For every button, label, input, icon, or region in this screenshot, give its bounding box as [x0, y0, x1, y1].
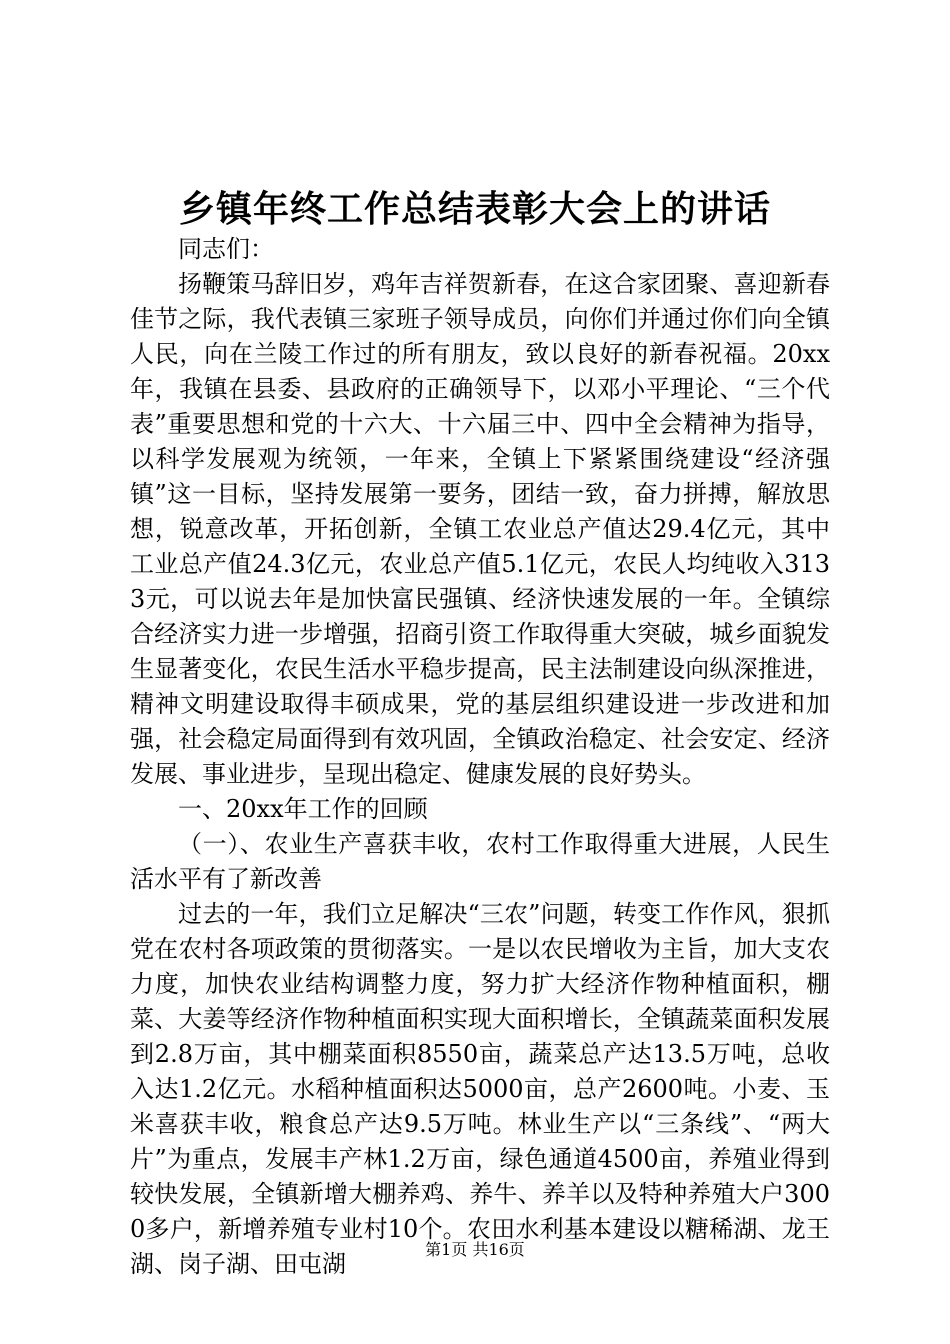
body-paragraph: 过去的一年，我们立足解决“三农”问题，转变工作作风，狠抓党在农村各项政策的贯彻落实。一是以农民增收为主旨，加大支农力度，加快农业结构调整力度，努力扩大经济作物种植面积，棚菜、大姜等经济作物种植面积实现大面积增长，全镇蔬菜面积发展到2.8万亩，其中棚菜面积8550亩，蔬菜总产达13.5万吨，总收入达1.2亿元。水稻种植面积达5000亩，总产2600吨。小麦、玉米喜获丰收，粮食总产达9.5万吨。林业生产以“三条线”、“两大片”为重点，发展丰产林1.2万亩，绿色通道4500亩，养殖业得到较快发展，全镇新增大棚养鸡、养牛、养羊以及特种养殖大户3000多户，新增养殖专业村10个。农田水利基本建设以糖稀湖、龙王湖、岗子湖、田屯湖: [130, 900, 830, 1278]
section-heading: 一、20xx年工作的回顾: [178, 795, 428, 823]
salutation: 同志们：: [178, 235, 274, 263]
body-paragraph: 扬鞭策马辞旧岁，鸡年吉祥贺新春，在这合家团聚、喜迎新春佳节之际，我代表镇三家班子领导成员，向你们并通过你们向全镇人民，向在兰陵工作过的所有朋友，致以良好的新春祝福。20xx年，我镇在县委、县政府的正确领导下，以邓小平理论、“三个代表”重要思想和党的十六大、十六届三中、四中全会精神为指导，以科学发展观为统领，一年来，全镇上下紧紧围绕建设“经济强镇”这一目标，坚持发展第一要务，团结一致，奋力拼搏，解放思想，锐意改革，开拓创新，全镇工农业总产值达29.4亿元，其中工业总产值24.3亿元，农业总产值5.1亿元，农民人均纯收入3133元，可以说去年是加快富民强镇、经济快速发展的一年。全镇综合经济实力进一步增强，招商引资工作取得重大突破，城乡面貌发生显著变化，农民生活水平稳步提高，民主法制建设向纵深推进，精神文明建设取得丰硕成果，党的基层组织建设进一步改进和加强，社会稳定局面得到有效巩固，全镇政治稳定、社会安定、经济发展、事业进步，呈现出稳定、健康发展的良好势头。: [130, 270, 830, 788]
page-indicator: 第1页 共16页: [425, 1240, 525, 1259]
subsection-heading: （一）、农业生产喜获丰收，农村工作取得重大进展，人民生活水平有了新改善: [130, 830, 830, 893]
document-body: [130, 232, 830, 1282]
document-title: 乡镇年终工作总结表彰大会上的讲话: [178, 188, 771, 230]
